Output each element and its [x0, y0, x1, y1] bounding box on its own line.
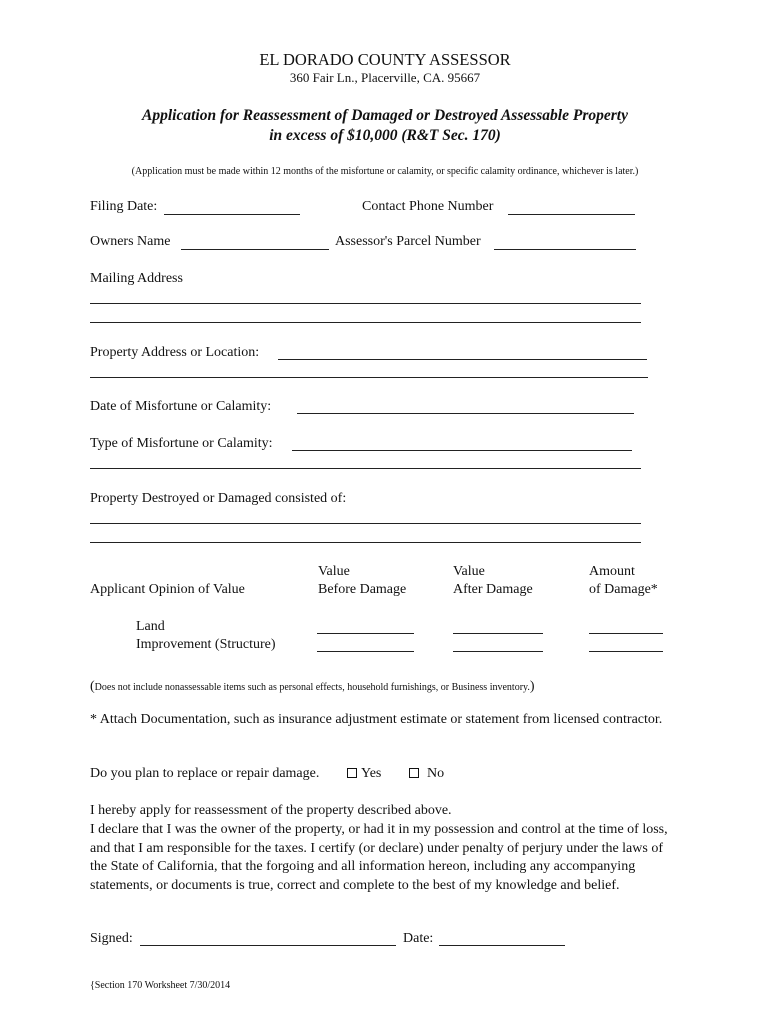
owners-name-label: Owners Name [90, 234, 171, 249]
mailing-address-field-1[interactable] [90, 303, 641, 304]
col-damage-header-1: Amount [589, 564, 635, 579]
declaration-body: I declare that I was the owner of the property, or had it in my possession and control at the time of loss, and that I am responsible for the taxes. I certify (or declare) under penalty of perjury under the laws of the State of California, that the forgoing and all information hereon, including any accompanying statements, or documents is true, correct and complete to the best of my knowledge and belief. [90, 822, 668, 893]
filing-deadline-note: (Application must be made within 12 months of the misfortune or calamity, or specific calamity ordinance, whichever is later.) [131, 166, 639, 177]
owners-name-field[interactable] [181, 249, 329, 250]
improvement-label: Improvement (Structure) [136, 637, 276, 652]
col-damage-header-2: of Damage* [589, 582, 658, 597]
exclusion-open-paren: ( [90, 679, 95, 694]
agency-address: 360 Fair Ln., Placerville, CA. 95667 [289, 70, 481, 85]
improvement-before-field[interactable] [317, 651, 414, 652]
no-option[interactable] [409, 766, 444, 782]
contact-phone-field[interactable] [508, 214, 635, 215]
improvement-after-field[interactable] [453, 651, 543, 652]
form-title-line1: Application for Reassessment of Damaged or Destroyed Assessable Property [142, 107, 628, 124]
land-damage-field[interactable] [589, 633, 663, 634]
land-label: Land [136, 619, 165, 634]
contact-phone-label: Contact Phone Number [362, 199, 494, 214]
property-address-field-1[interactable] [278, 359, 647, 360]
col-before-header-2: Before Damage [318, 582, 407, 597]
yes-label: Yes [361, 766, 382, 781]
date-misfortune-field[interactable] [297, 413, 634, 414]
mailing-address-label: Mailing Address [90, 271, 183, 286]
type-misfortune-field-2[interactable] [90, 468, 641, 469]
applicant-opinion-label: Applicant Opinion of Value [90, 582, 245, 597]
property-consisted-field-1[interactable] [90, 523, 641, 524]
signed-label: Signed: [90, 931, 133, 946]
col-before-header-1: Value [318, 564, 350, 579]
signature-field[interactable] [140, 945, 396, 946]
agency-name: EL DORADO COUNTY ASSESSOR [259, 50, 511, 69]
declaration-intro: I hereby apply for reassessment of the property described above. [90, 803, 452, 818]
no-checkbox[interactable] [409, 768, 419, 778]
land-after-field[interactable] [453, 633, 543, 634]
form-title-line2: in excess of $10,000 (R&T Sec. 170) [269, 127, 501, 144]
date-label: Date: [403, 931, 434, 946]
attach-documentation-note: * Attach Documentation, such as insurance adjustment estimate or statement from licensed contractor. [90, 712, 663, 727]
col-after-header-2: After Damage [453, 582, 533, 597]
exclusion-note [90, 677, 535, 695]
type-misfortune-field-1[interactable] [292, 450, 632, 451]
filing-date-label: Filing Date: [90, 199, 158, 214]
property-consisted-field-2[interactable] [90, 542, 641, 543]
date-misfortune-label: Date of Misfortune or Calamity: [90, 399, 272, 414]
yes-option[interactable] [347, 766, 381, 782]
no-label: No [427, 766, 445, 781]
mailing-address-field-2[interactable] [90, 322, 641, 323]
type-misfortune-label: Type of Misfortune or Calamity: [90, 436, 273, 451]
land-before-field[interactable] [317, 633, 414, 634]
footer-worksheet-id: {Section 170 Worksheet 7/30/2014 [90, 980, 231, 991]
property-consisted-label: Property Destroyed or Damaged consisted of: [90, 491, 347, 506]
replace-question-label: Do you plan to replace or repair damage. [90, 766, 320, 781]
col-after-header-1: Value [453, 564, 485, 579]
parcel-number-field[interactable] [494, 249, 636, 250]
property-address-field-2[interactable] [90, 377, 648, 378]
parcel-number-label: Assessor's Parcel Number [335, 234, 481, 249]
property-address-label: Property Address or Location: [90, 345, 260, 360]
signature-date-field[interactable] [439, 945, 565, 946]
exclusion-note-text: Does not include nonassessable items such as personal effects, household furnishings, or Business inventory. [94, 682, 530, 693]
exclusion-close-paren: ) [529, 679, 535, 694]
filing-date-field[interactable] [164, 214, 300, 215]
improvement-damage-field[interactable] [589, 651, 663, 652]
yes-checkbox[interactable] [347, 768, 357, 778]
